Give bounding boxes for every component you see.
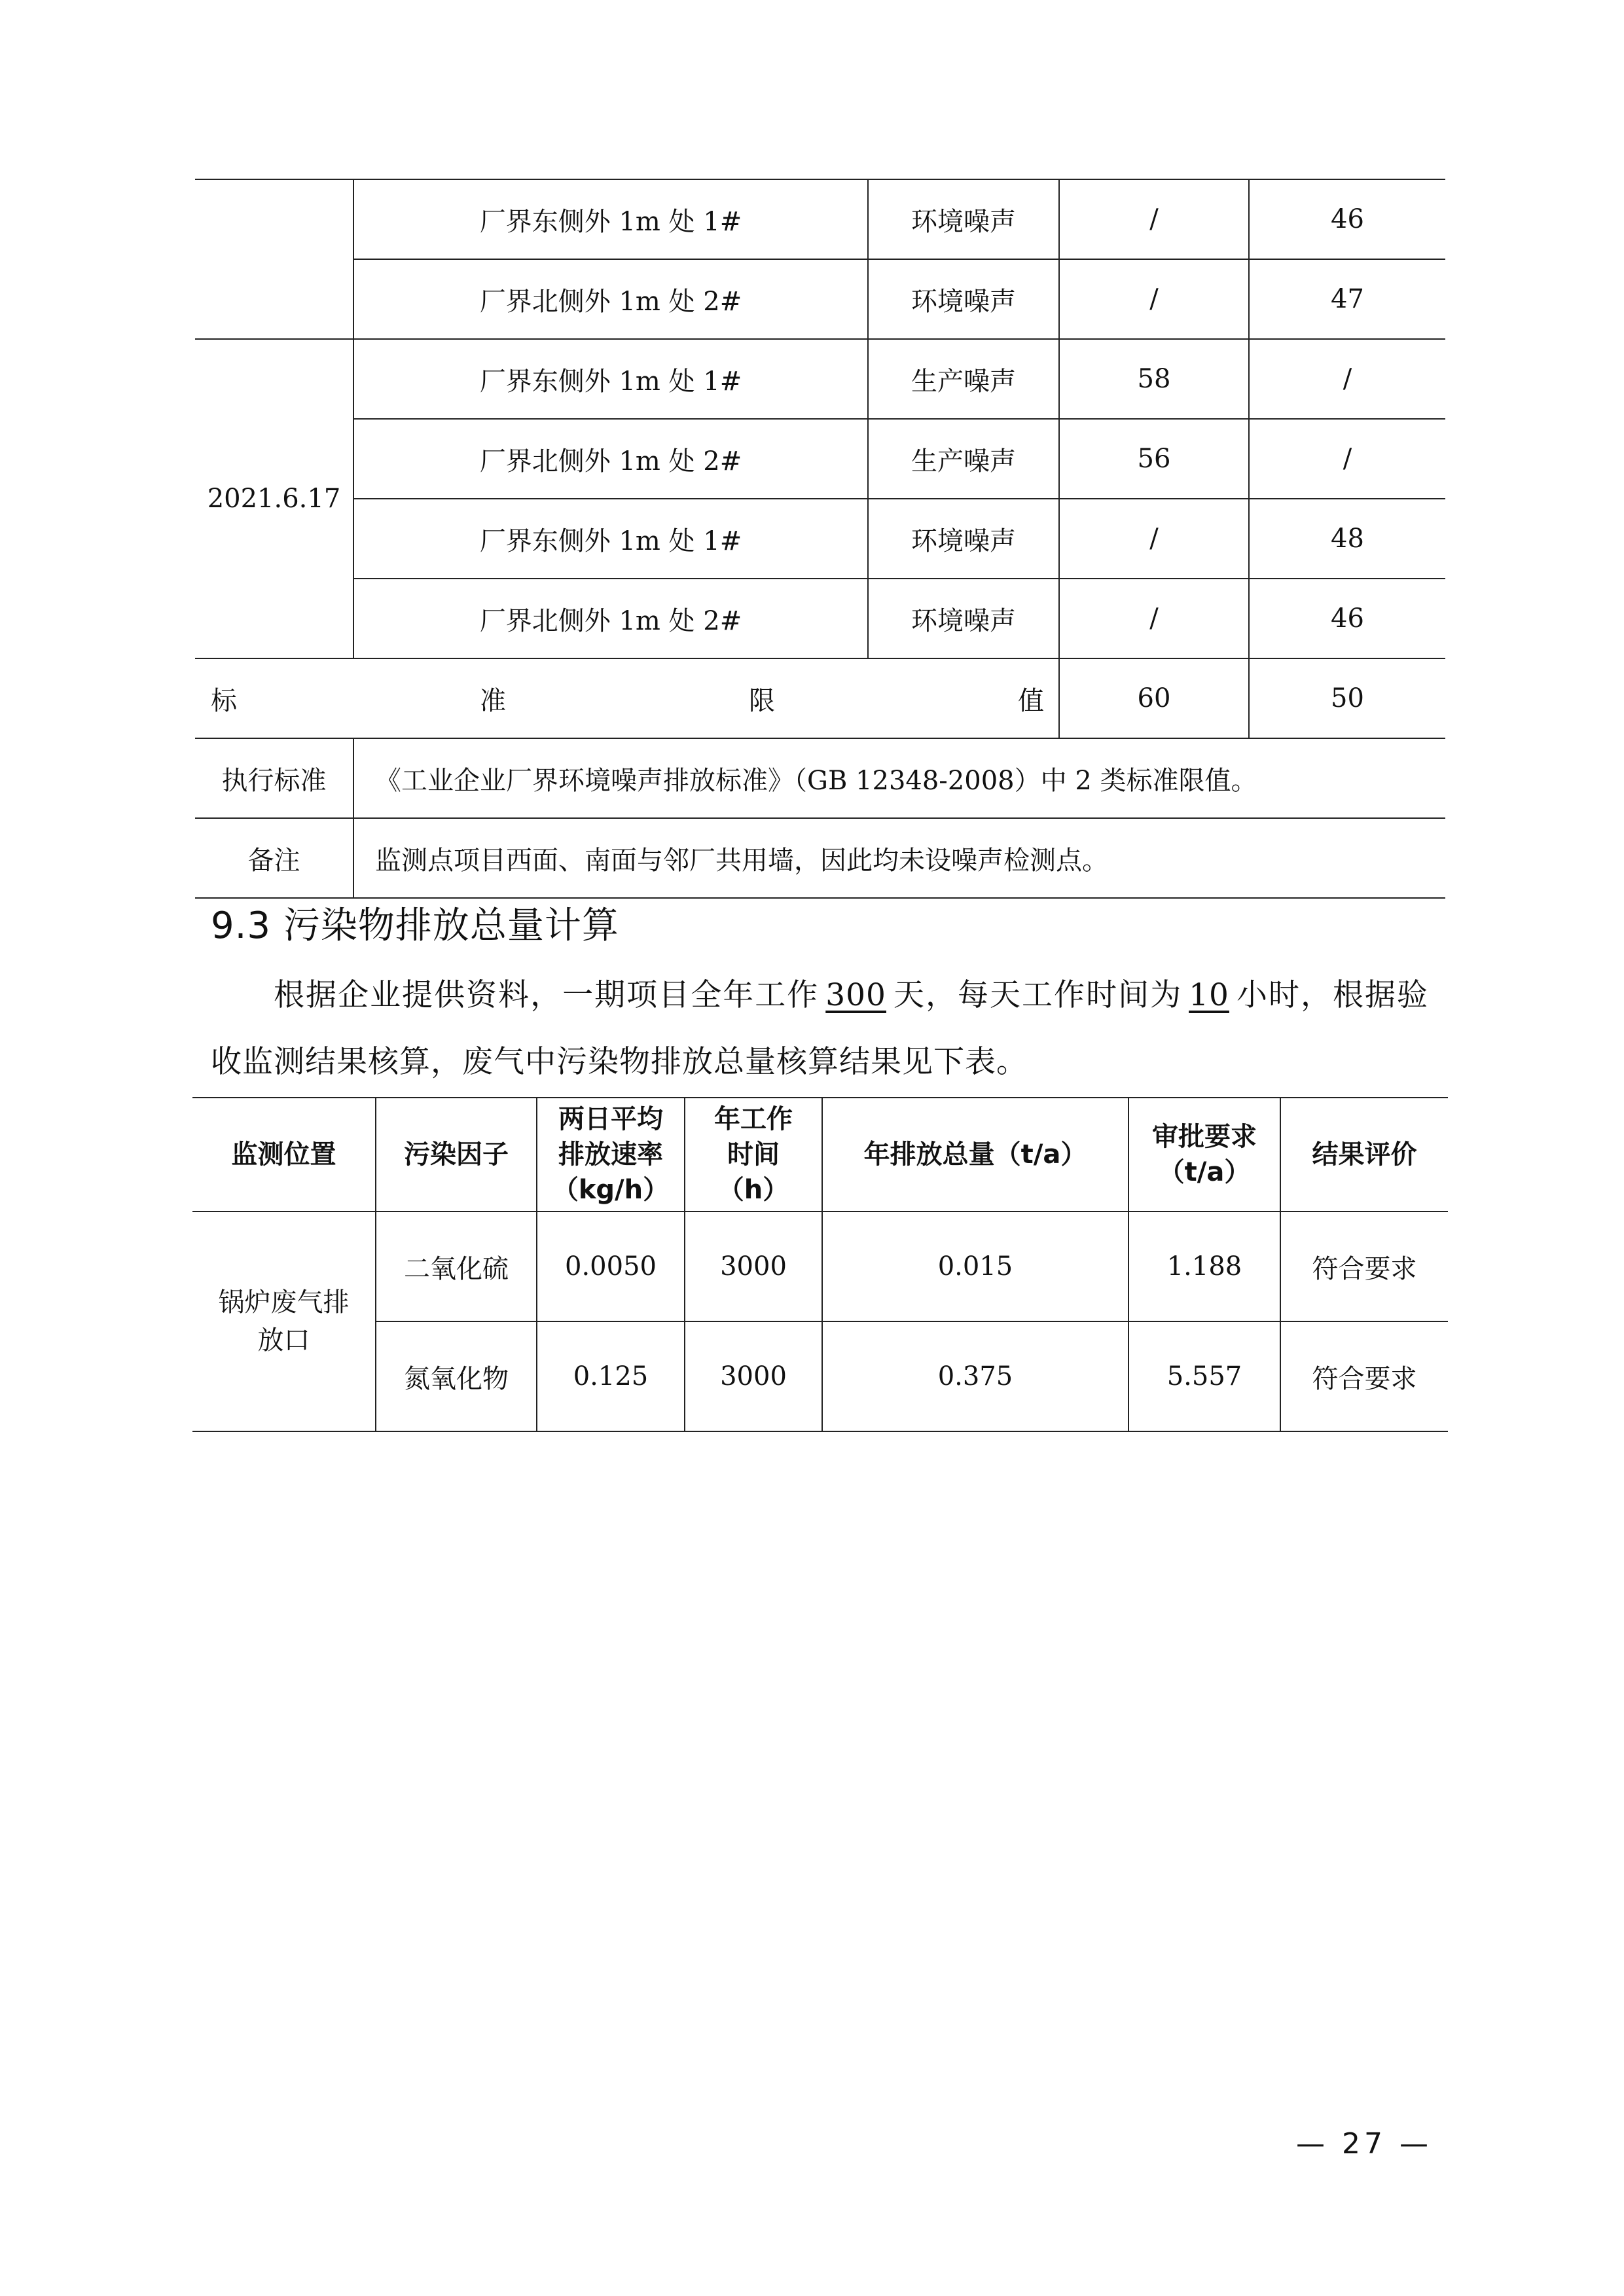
header-location: 监测位置 — [192, 1098, 376, 1211]
limit-label — [195, 658, 1059, 738]
day-value: 56 — [1059, 419, 1249, 499]
night-value: 46 — [1249, 179, 1445, 259]
factor-cell: 二氧化硫 — [376, 1211, 537, 1321]
header-total: 年排放总量（t/a） — [822, 1098, 1128, 1211]
remark-row — [195, 818, 1445, 898]
paragraph-text: 天，每天工作时间为 — [892, 977, 1183, 1013]
monitoring-point: 厂界北侧外 1m 处 2# — [353, 579, 868, 658]
table-row — [195, 579, 1445, 658]
limit-row — [195, 658, 1445, 738]
noise-monitoring-table — [195, 179, 1445, 899]
night-value: 46 — [1249, 579, 1445, 658]
limit-char: 值 — [1018, 685, 1044, 716]
standard-label: 执行标准 — [195, 738, 353, 818]
night-value: 48 — [1249, 499, 1445, 579]
body-paragraph — [211, 962, 1428, 1096]
day-value: / — [1059, 579, 1249, 658]
factor-cell: 氮氧化物 — [376, 1321, 537, 1431]
monitoring-point: 厂界东侧外 1m 处 1# — [353, 179, 868, 259]
date-cell: 2021.6.17 — [195, 339, 353, 658]
night-value: / — [1249, 419, 1445, 499]
night-value: / — [1249, 339, 1445, 419]
table-row — [195, 499, 1445, 579]
section-title: 9.3 污染物排放总量计算 — [211, 905, 619, 947]
approval-cell: 5.557 — [1128, 1321, 1280, 1431]
table-row — [195, 259, 1445, 339]
monitoring-point: 厂界东侧外 1m 处 1# — [353, 499, 868, 579]
limit-night-value: 50 — [1249, 658, 1445, 738]
emission-total-table — [192, 1097, 1448, 1432]
header-approval-line: （t/a） — [1158, 1157, 1251, 1187]
limit-char: 限 — [749, 685, 775, 716]
approval-cell: 1.188 — [1128, 1211, 1280, 1321]
time-cell: 3000 — [685, 1321, 822, 1431]
work-hours-value: 10 — [1189, 977, 1229, 1013]
date-cell — [195, 179, 353, 339]
page-number: — 27 — — [1296, 2127, 1432, 2161]
header-time-line: （h） — [717, 1175, 789, 1205]
header-row — [192, 1098, 1448, 1211]
day-value: / — [1059, 179, 1249, 259]
day-value: / — [1059, 499, 1249, 579]
remark-label: 备注 — [195, 818, 353, 898]
total-cell: 0.375 — [822, 1321, 1128, 1431]
table-row — [192, 1321, 1448, 1431]
noise-type: 环境噪声 — [868, 499, 1059, 579]
standard-row — [195, 738, 1445, 818]
header-factor: 污染因子 — [376, 1098, 537, 1211]
location-cell — [192, 1211, 376, 1431]
total-cell: 0.015 — [822, 1211, 1128, 1321]
header-time-line: 时间 — [727, 1139, 780, 1170]
header-rate-line: 排放速率 — [558, 1139, 663, 1170]
header-rate — [537, 1098, 685, 1211]
noise-type: 环境噪声 — [868, 259, 1059, 339]
day-value: / — [1059, 259, 1249, 339]
paragraph-text: 小时，根据验收监测结果核算，废气中污染物排放总量核算结果见下表。 — [211, 977, 1429, 1080]
header-rate-line: 两日平均 — [558, 1104, 663, 1134]
limit-char: 准 — [480, 685, 506, 716]
noise-type: 环境噪声 — [868, 179, 1059, 259]
header-time — [685, 1098, 822, 1211]
noise-type: 生产噪声 — [868, 339, 1059, 419]
noise-type: 生产噪声 — [868, 419, 1059, 499]
location-line: 放口 — [257, 1325, 310, 1355]
remark-text: 监测点项目西面、南面与邻厂共用墙，因此均未设噪声检测点。 — [353, 818, 1445, 898]
table-row — [195, 339, 1445, 419]
result-cell: 符合要求 — [1280, 1211, 1448, 1321]
work-days-value: 300 — [825, 977, 886, 1013]
night-value: 47 — [1249, 259, 1445, 339]
time-cell: 3000 — [685, 1211, 822, 1321]
rate-cell: 0.125 — [537, 1321, 685, 1431]
header-approval — [1128, 1098, 1280, 1211]
rate-cell: 0.0050 — [537, 1211, 685, 1321]
day-value: 58 — [1059, 339, 1249, 419]
header-rate-line: （kg/h） — [552, 1175, 670, 1205]
standard-text: 《工业企业厂界环境噪声排放标准》（GB 12348-2008）中 2 类标准限值。 — [353, 738, 1445, 818]
paragraph-text: 根据企业提供资料，一期项目全年工作 — [274, 977, 820, 1013]
table-row — [192, 1211, 1448, 1321]
header-approval-line: 审批要求 — [1152, 1122, 1257, 1152]
table-row — [195, 419, 1445, 499]
monitoring-point: 厂界北侧外 1m 处 2# — [353, 419, 868, 499]
result-cell: 符合要求 — [1280, 1321, 1448, 1431]
header-time-line: 年工作 — [714, 1104, 793, 1134]
noise-type: 环境噪声 — [868, 579, 1059, 658]
limit-char: 标 — [211, 685, 237, 716]
limit-day-value: 60 — [1059, 658, 1249, 738]
location-line: 锅炉废气排 — [218, 1287, 350, 1318]
table-row — [195, 179, 1445, 259]
monitoring-point: 厂界北侧外 1m 处 2# — [353, 259, 868, 339]
header-result: 结果评价 — [1280, 1098, 1448, 1211]
monitoring-point: 厂界东侧外 1m 处 1# — [353, 339, 868, 419]
